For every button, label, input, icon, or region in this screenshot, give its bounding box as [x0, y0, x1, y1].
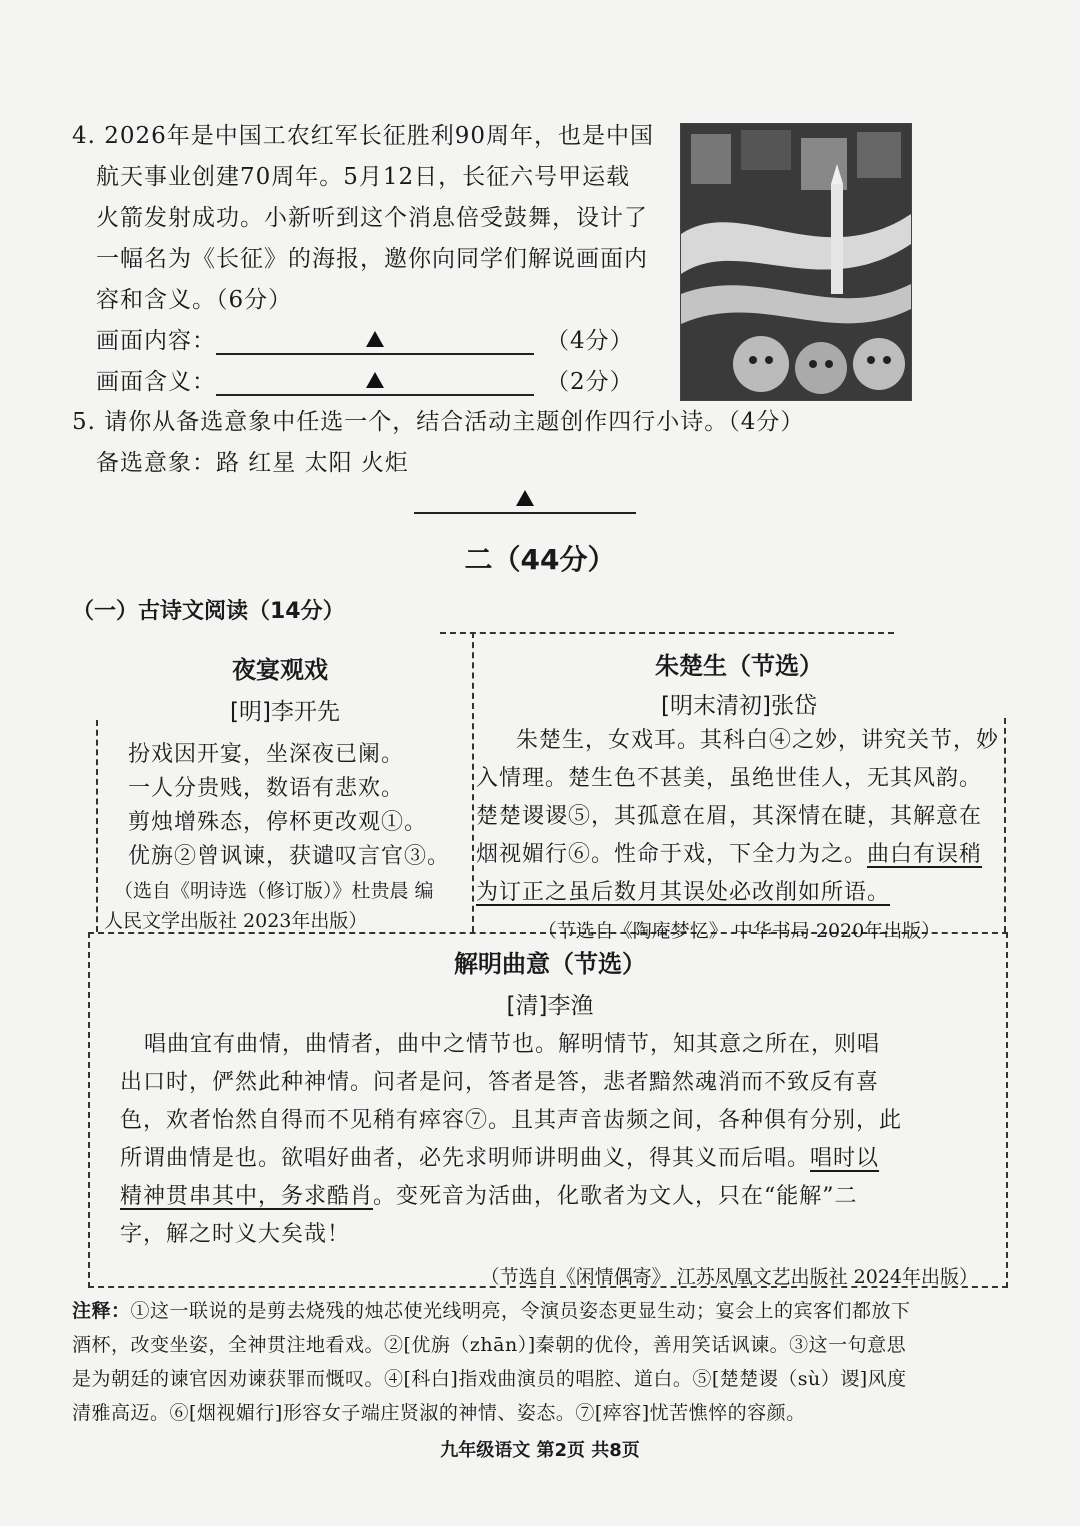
- content-score: （4分）: [546, 328, 634, 354]
- poem3-underlined-sentence-end: 精神贯串其中，务求酷肖: [120, 1184, 374, 1209]
- poem2-line-2: 入情理。楚生色不甚美，虽绝世佳人，无其风韵。: [476, 766, 983, 791]
- page-footer: 九年级语文 第2页 共8页: [440, 1440, 640, 1461]
- poem3-line-5: [100, 1178, 1000, 1216]
- poem-night-banquet: [100, 650, 470, 936]
- poem1-source-1: （选自《明诗选（修订版）》杜贵晨 编: [114, 880, 434, 902]
- poem1-body: [100, 738, 470, 874]
- poem1-line-3: 剪烛增殊态，停杯更改观①。: [128, 810, 428, 835]
- poem3-source: （节选自《闲情偶寄》 江苏凤凰文艺出版社 2024年出版）: [480, 1266, 978, 1288]
- frame-top-line: [440, 632, 894, 634]
- triangle-icon: [366, 372, 384, 388]
- poem3-author: [清]李渔: [506, 993, 594, 1019]
- poem3-underlined-sentence-start: 唱时以: [810, 1146, 880, 1171]
- poem2-line-1: 朱楚生，女戏耳。其科白④之妙，讲究关节，妙: [516, 728, 1000, 753]
- poem2-line-3: 楚楚谡谡⑤，其孤意在眉，其深情在睫，其解意在: [476, 804, 983, 829]
- poem-answer-blank[interactable]: [414, 488, 636, 514]
- annotations: [72, 1294, 1022, 1430]
- frame-left-edge-top: [96, 720, 98, 932]
- question-4: [72, 116, 672, 403]
- notes-line-3: 是为朝廷的谏官因劝谏获罪而慨叹。④[科白]指戏曲演员的唱腔、道白。⑤[楚楚谡（sù）谡]风度: [72, 1368, 907, 1390]
- passage-explain-lyrics: [100, 944, 1000, 1292]
- poem2-source: （节选自《陶庵梦忆》 中华书局 2020年出版）: [537, 920, 941, 942]
- q4-line-1: 4. 2026年是中国工农红军长征胜利90周年，也是中国: [72, 123, 655, 149]
- notes-line-2: 酒杯，改变坐姿，全神贯注地看戏。②[优旃（zhān）]秦朝的优伶，善用笑话讽谏。③这一句意思: [72, 1334, 907, 1356]
- q4-line-5: 容和含义。（6分）: [96, 287, 293, 313]
- poem3-line-4: [100, 1140, 1000, 1178]
- poem2-line-4-plain: 烟视媚行⑥。性命于戏，下全力为之。: [476, 842, 868, 867]
- poem1-line-4: 优旃②曾讽谏，获谴叹言官③。: [128, 844, 451, 869]
- frame-divider: [472, 632, 474, 932]
- poem1-source-2: 人民文学出版社 2023年出版）: [104, 910, 368, 932]
- frame-right-edge-top: [1004, 718, 1006, 932]
- q4-meaning-row: [72, 362, 672, 403]
- poster-drawing: [681, 124, 911, 400]
- notes-text-1: ①这一联说的是剪去烧残的烛芯使光线明亮，令演员姿态更显生动；宴会上的宾客们都放下: [130, 1300, 911, 1322]
- poem1-line-2: 一人分贵贱，数语有悲欢。: [128, 776, 405, 801]
- meaning-label: 画面含义：: [96, 369, 216, 395]
- notes-label: 注释：: [72, 1300, 131, 1322]
- poem3-line-3: 色，欢者怡然自得而不见稍有瘁容⑦。且其声音齿频之间，各种俱有分别，此: [120, 1108, 903, 1133]
- q5-options: 备选意象：路 红星 太阳 火炬: [96, 450, 409, 476]
- content-label: 画面内容：: [96, 328, 216, 354]
- poem3-title: 解明曲意（节选）: [454, 950, 646, 978]
- poem1-line-1: 扮戏因开宴，坐深夜已阑。: [128, 742, 405, 767]
- sub-heading: （一）古诗文阅读（14分）: [72, 599, 345, 624]
- poem1-title: 夜宴观戏: [232, 656, 328, 684]
- q4-line-4: 一幅名为《长征》的海报，邀你向同学们解说画面内: [96, 246, 648, 272]
- poem2-author: [明末清初]张岱: [661, 693, 817, 719]
- section-heading: 二（44分）: [464, 543, 616, 576]
- poem3-line-4-plain: 所谓曲情是也。欲唱好曲者，必先求明师讲明曲义，得其义而后唱。: [120, 1146, 811, 1171]
- q4-content-row: [72, 321, 672, 362]
- poem1-author: [明]李开先: [230, 699, 340, 725]
- long-march-poster-image: [680, 123, 912, 401]
- q4-line-3: 火箭发射成功。小新听到这个消息倍受鼓舞，设计了: [96, 205, 648, 231]
- triangle-icon: [366, 331, 384, 347]
- poem2-line-5: [476, 874, 1002, 912]
- notes-line-4: 清雅高迈。⑥[烟视媚行]形容女子端庄贤淑的神情、姿态。⑦[瘁容]忧苦憔悴的容颜。: [72, 1402, 806, 1424]
- question-5: [72, 402, 852, 484]
- content-answer-blank[interactable]: [216, 329, 534, 355]
- passage-zhu-chusheng: [476, 646, 1002, 946]
- poem2-underlined-sentence-start: 曲白有误稍: [867, 842, 983, 867]
- poem3-line-2: 出口时，俨然此种神情。问者是问，答者是答，悲者黯然魂消而不致反有喜: [120, 1070, 880, 1095]
- poem3-line-1: 唱曲宜有曲情，曲情者，曲中之情节也。解明情节，知其意之所在，则唱: [144, 1032, 881, 1057]
- poem3-line-5-plain: 。变死音为活曲，化歌者为文人，只在“能解”二: [373, 1184, 858, 1209]
- poem2-underlined-sentence-end: 为订正之虽后数月其误处必改削如所语。: [476, 880, 891, 905]
- poem2-line-4: [476, 836, 1002, 874]
- poem2-title: 朱楚生（节选）: [655, 652, 823, 680]
- q5-prompt: 5. 请你从备选意象中任选一个，结合活动主题创作四行小诗。（4分）: [72, 409, 805, 435]
- poem3-line-6: 字，解之时义大矣哉！: [120, 1222, 351, 1247]
- q4-line-2: 航天事业创建70周年。5月12日，长征六号甲运载: [96, 164, 631, 190]
- poem3-body: [100, 1026, 1000, 1254]
- poem2-body: [476, 722, 1002, 912]
- meaning-answer-blank[interactable]: [216, 370, 534, 396]
- meaning-score: （2分）: [546, 369, 634, 395]
- triangle-icon: [516, 490, 534, 506]
- notes-line-1: [72, 1294, 1022, 1328]
